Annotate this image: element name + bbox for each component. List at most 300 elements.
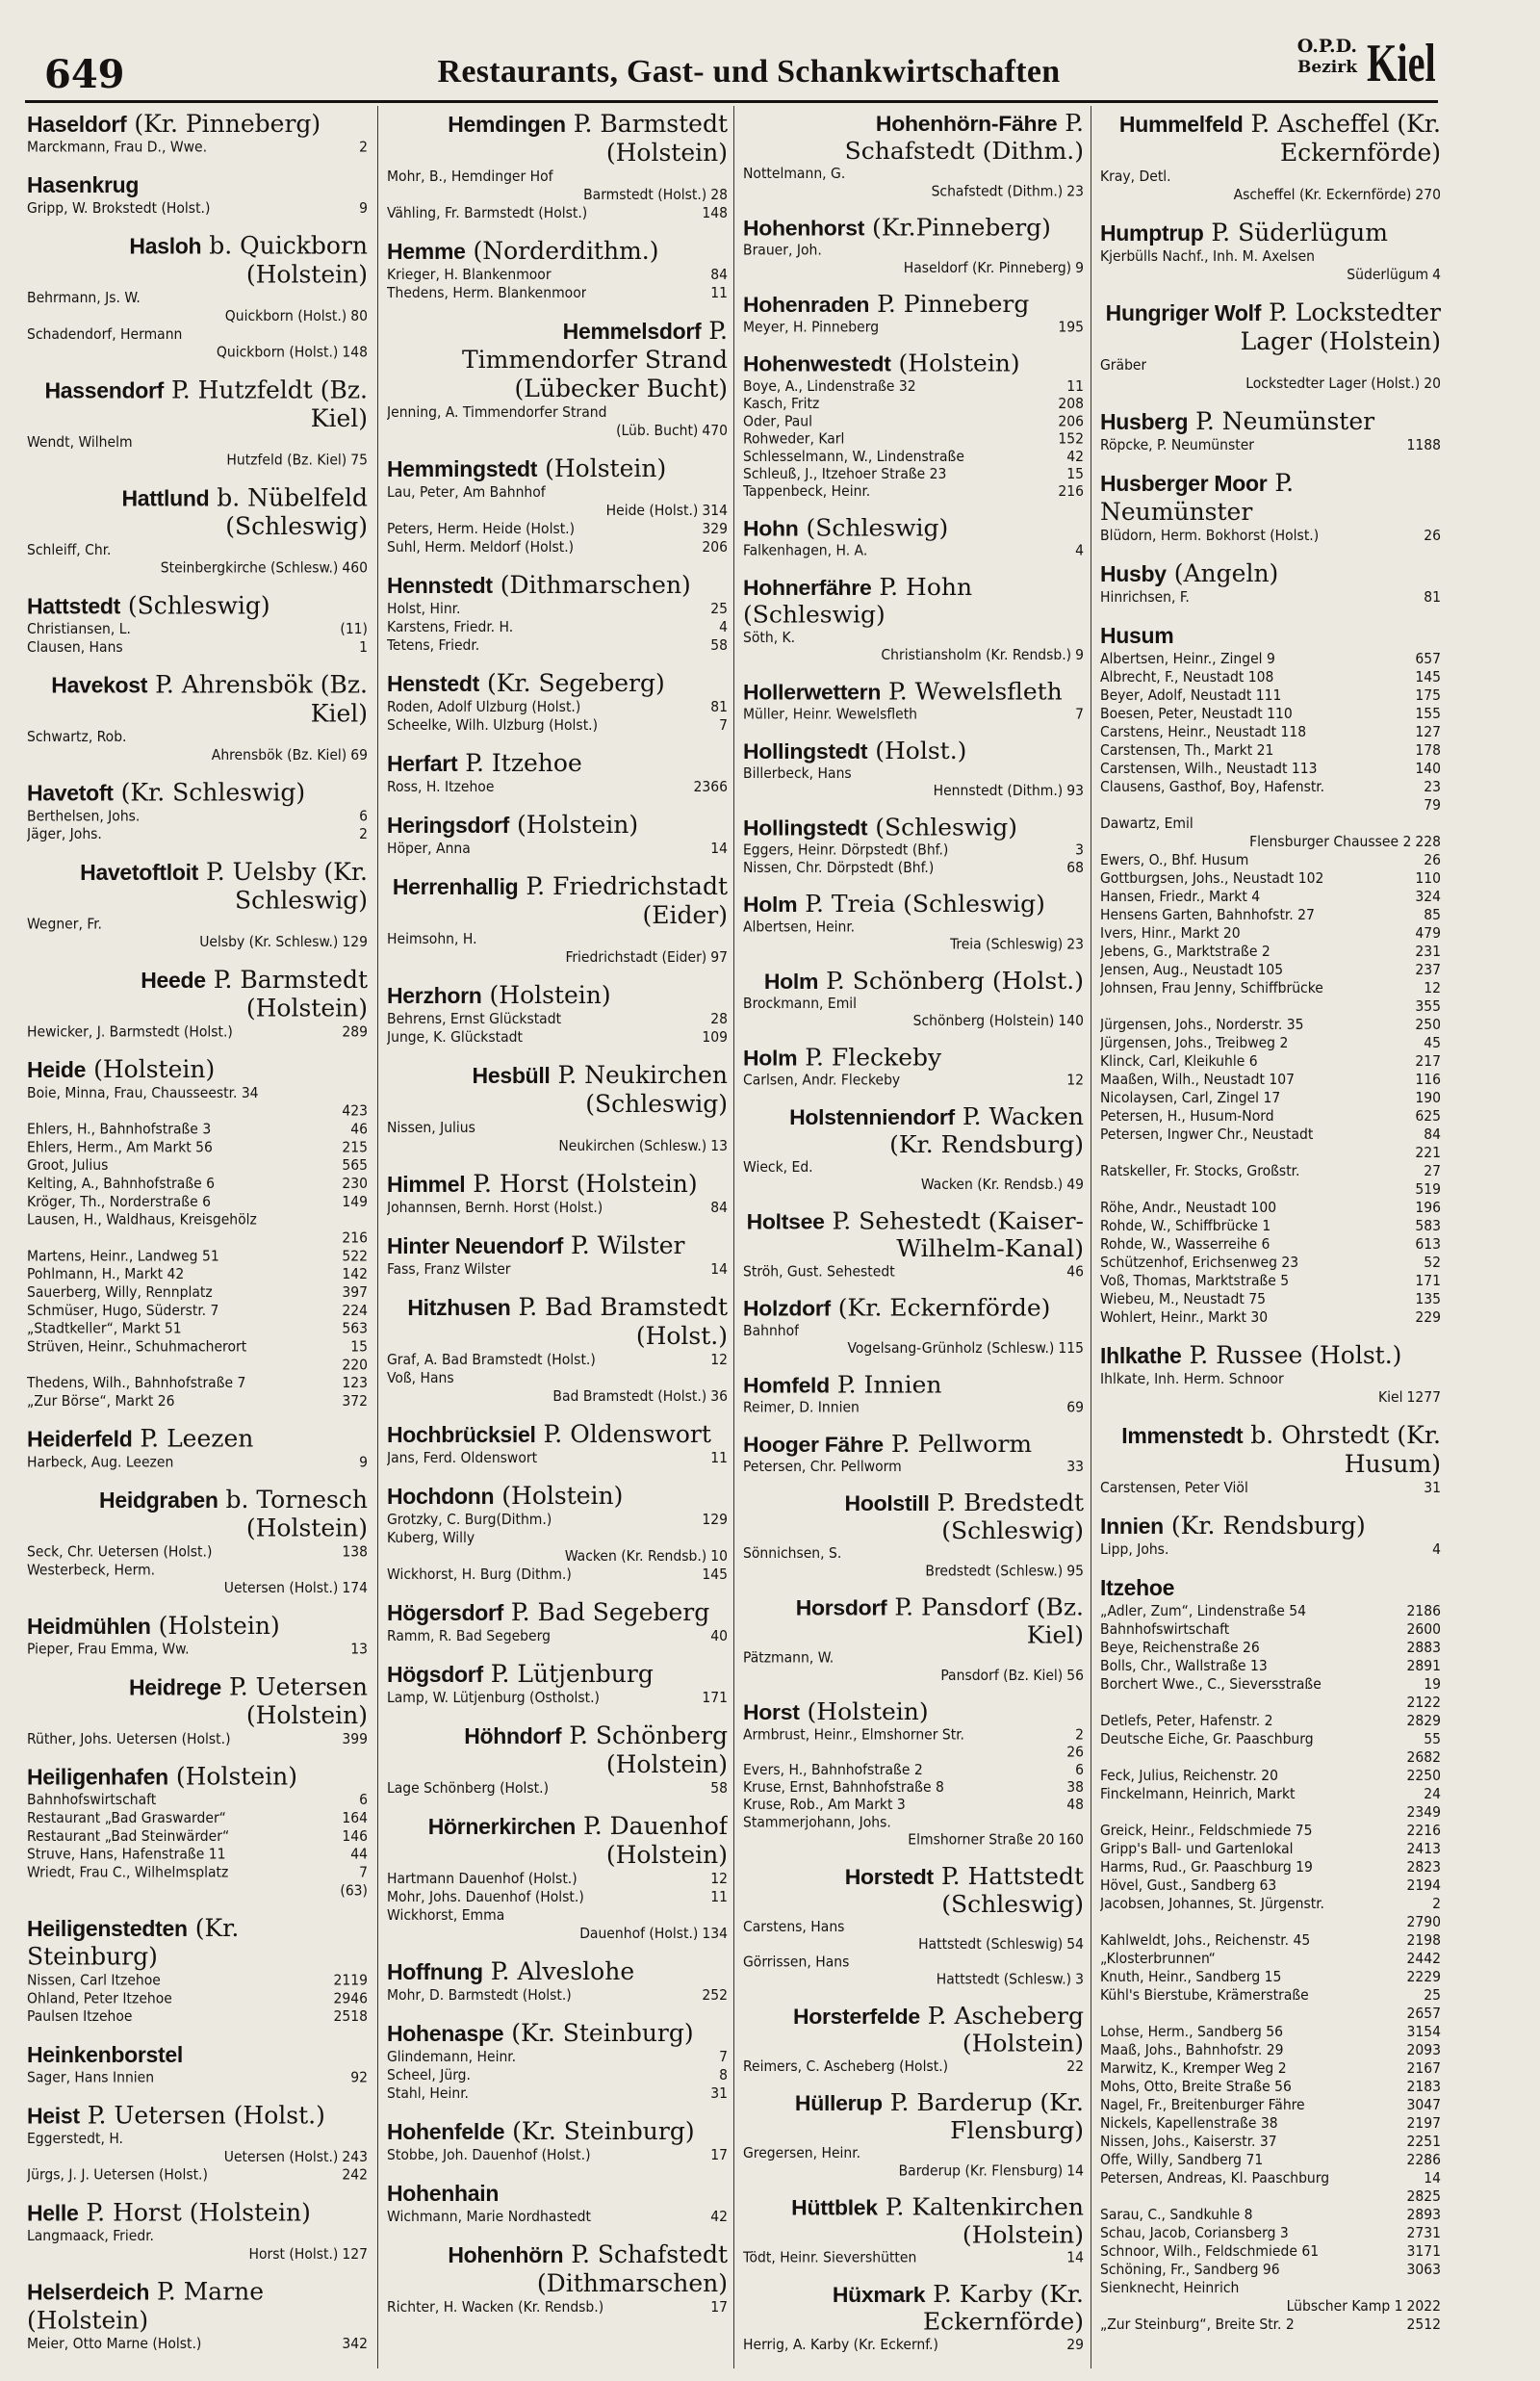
phone-number: 44 [350,1845,368,1863]
phone-number: 355 [1415,997,1441,1015]
place-entry [27,110,368,157]
phone-number: 68 [1066,859,1084,876]
listing-row [27,638,368,657]
business-name: Mohs, Otto, Breite Straße 56 [1100,2078,1292,2095]
listing-row [387,1529,728,1547]
business-name: Quickborn (Holst.) [224,307,347,325]
place-entry [743,1371,1084,1416]
place-heading [27,1672,368,1729]
business-name: Evers, H., Bahnhofstraße 2 [743,1761,923,1778]
business-name: Lohse, Herm., Sandberg 56 [1100,2023,1283,2040]
phone-number: 13 [710,1137,728,1154]
listing-row [27,1102,368,1121]
listing-row [27,344,368,362]
place-heading [387,669,728,698]
place-heading [743,1489,1084,1545]
place-name: Heist [27,2103,80,2129]
listing-row [1100,1235,1441,1254]
phone-number: 2682 [1406,1748,1441,1766]
listing-row [1100,1767,1441,1785]
place-heading [27,232,368,289]
phone-number: 152 [1058,430,1084,448]
listing-row [743,1177,1084,1194]
place-name: Hohenfelde [387,2119,505,2144]
listing-row [387,1986,728,2005]
place-name: Hesbüll [472,1063,551,1088]
place-entry [27,376,368,470]
phone-number [364,541,368,559]
listing-row [387,2298,728,2316]
listing-row [387,1449,728,1467]
phone-number: 11 [710,1449,728,1466]
phone-number: 148 [702,204,728,221]
listing-row [27,325,368,344]
listing-row [743,448,1084,465]
phone-number: 9 [1075,646,1084,663]
place-location: b. Nübelfeld (Schleswig) [209,483,368,540]
listing-row [1100,979,1441,997]
phone-number: 6 [359,1791,368,1809]
place-heading [743,2003,1084,2058]
listing-row [387,1870,728,1888]
listing-row [27,1283,368,1302]
phone-number: 55 [1424,1730,1441,1747]
business-name: Hinrichsen, F. [1100,588,1190,606]
listing-row [1100,906,1441,924]
phone-number: 470 [702,422,728,439]
phone-number: 11 [710,1888,728,1905]
business-name: Gripp, W. Brokstedt (Holst.) [27,199,211,218]
listing-row [743,2145,1084,2162]
place-location: P. Barderup (Kr. Flensburg) [882,2089,1084,2144]
business-name: Röpcke, P. Neumünster [1100,436,1255,453]
place-location: P. Neumünster [1100,469,1295,526]
place-entry [1100,1341,1441,1407]
phone-number: (63) [340,1881,368,1900]
place-name: Herzhorn [387,983,482,1008]
listing-row [387,502,728,520]
listing-row [743,1779,1084,1797]
listing-row [743,2057,1084,2075]
business-name: Ross, H. Itzehoe [387,778,495,795]
place-location: P. Sehestedt (Kaiser-Wilhelm-Kanal) [824,1207,1084,1262]
phone-number: 49 [1066,1176,1084,1193]
place-name: Hohenraden [743,293,870,318]
place-entry [387,2179,728,2226]
listing-row [27,1454,368,1472]
phone-number: 23 [1424,778,1441,795]
listing-row [387,600,728,618]
place-name: Horsterfelde [792,2004,920,2029]
place-location: P. Schönberg (Holst.) [818,967,1084,995]
listing-row [27,1882,368,1901]
phone-number: 164 [342,1809,368,1827]
phone-number: 38 [1066,1778,1084,1796]
phone-number: 3047 [1406,2096,1441,2113]
listing-row [1100,2224,1441,2242]
listing-row [387,1689,728,1707]
phone-number: 229 [1415,1308,1441,1326]
phone-number [1437,247,1441,266]
phone-number: 657 [1415,650,1441,667]
phone-number [724,483,728,502]
listing-row [27,1374,368,1392]
phone-number: 85 [1424,906,1441,923]
place-heading [743,1295,1084,1323]
phone-number: 127 [342,2245,368,2263]
phone-number: 127 [1415,723,1441,740]
place-name: Holm [743,1046,798,1071]
listing-row [387,1028,728,1047]
place-entry [743,1863,1084,1989]
business-name: Reimer, D. Innien [743,1399,860,1416]
page-number: 649 [44,52,125,97]
listing-row [1100,2206,1441,2224]
phone-number: 2 [1075,1725,1084,1744]
phone-number: 2194 [1406,1876,1441,1894]
phone-number [1080,1322,1084,1339]
phone-number: 4 [719,618,728,635]
place-name: Horsdorf [795,1595,887,1620]
place-name: Hochbrücksiel [387,1422,536,1447]
listing-row [27,1084,368,1102]
business-name: Schönberg (Holstein) [912,1012,1055,1030]
listing-row [27,808,368,826]
listing-row [743,166,1084,183]
place-name: Herrenhallig [392,874,519,899]
listing-row [1100,2078,1441,2096]
phone-number: 148 [342,343,368,361]
listing-row [27,2166,368,2185]
listing-row [1100,741,1441,760]
business-name: Mohr, B., Hemdinger Hof [387,168,553,185]
district-city: Kiel [1367,34,1436,93]
business-name: Röhe, Andr., Neustadt 100 [1100,1199,1277,1216]
phone-number: 216 [342,1229,368,1247]
phone-number [1080,242,1084,259]
business-name: Lausen, H., Waldhaus, Kreisgehölz [27,1210,257,1229]
place-name: Hohnerfähre [743,575,872,600]
listing-row [27,1211,368,1229]
business-name: Schützenhof, Erichsenweg 23 [1100,1254,1299,1271]
place-location: P. Friedrichstadt (Eider) [518,872,728,929]
place-name: Heidgraben [99,1488,218,1513]
business-name: Meier, Otto Marne (Holst.) [27,2335,202,2353]
listing-row [743,1072,1084,1089]
place-location: b. Ohrstedt (Kr. Husum) [1243,1421,1441,1478]
business-name: Mohr, D. Barmstedt (Holst.) [387,1986,572,2004]
phone-number: 42 [710,2208,728,2225]
listing-row [27,1641,368,1659]
business-name: Dauenhof (Holst.) [579,1925,699,1942]
business-name: Nickels, Kapellenstraße 38 [1100,2114,1278,2132]
business-name: Feck, Julius, Reichenstr. 20 [1100,1767,1279,1784]
business-name: Schwartz, Rob. [27,728,127,746]
business-name: „Zur Börse“, Markt 26 [27,1392,175,1410]
place-location: P. Wewelsfleth [881,678,1063,706]
place-entry [743,2089,1084,2180]
phone-number: 26 [1424,527,1441,544]
business-name: Pohlmann, H., Markt 42 [27,1265,185,1283]
business-name: Heide (Holst.) [605,502,699,519]
place-location: P. Treia (Schleswig) [797,891,1045,918]
business-name: Scheel, Jürg. [387,2066,471,2083]
place-name: Hasenkrug [27,172,140,198]
business-name: Lipp, Johs. [1100,1540,1169,1558]
listing-row [1100,1803,1441,1822]
phone-number [1080,765,1084,783]
place-name: Heidmühlen [27,1614,151,1639]
place-name: Högersdorf [387,1600,503,1625]
phone-number: 171 [702,1689,728,1706]
phone-number: 140 [1058,1012,1084,1030]
listing-row [387,1566,728,1584]
place-heading [743,968,1084,996]
business-name: Voß, Thomas, Marktstraße 5 [1100,1272,1290,1289]
place-heading [743,1207,1084,1263]
phone-number: 22 [1066,2057,1084,2075]
listing-row [27,289,368,307]
place-entry [743,1044,1084,1089]
place-location: P. Horst (Holstein) [465,1170,698,1198]
phone-number [724,1369,728,1387]
phone-number: 97 [710,948,728,966]
place-heading [387,1420,728,1449]
place-location: (Angeln) [1166,559,1279,587]
business-name: Haseldorf (Kr. Pinneberg) [903,259,1072,276]
listing-row [743,1340,1084,1358]
business-name: Kühl's Bierstube, Krämerstraße [1100,1986,1309,2004]
listing-row [1100,1657,1441,1675]
phone-number: 2413 [1406,1840,1441,1857]
business-name: Barmstedt (Holst.) [583,186,707,203]
place-entry [27,2040,368,2087]
listing-row [387,930,728,948]
place-name: Hassendorf [44,377,164,403]
listing-row [743,1322,1084,1339]
listing-row [387,403,728,422]
listing-row [387,284,728,302]
phone-number: 80 [350,307,368,325]
place-name: Heide [27,1057,87,1082]
listing-row [743,765,1084,783]
listing-row [743,1971,1084,1988]
listing-row [1100,2297,1441,2316]
phone-number: 9 [359,1453,368,1471]
business-name: Oder, Paul [743,412,812,430]
business-name: Ehlers, Herm., Am Markt 56 [27,1138,213,1156]
business-name: Bahnhofswirtschaft [1100,1620,1230,1638]
listing-row [743,859,1084,876]
business-name: Lamp, W. Lütjenburg (Ostholst.) [387,1689,600,1706]
bezirk-label: Bezirk [1296,58,1357,77]
business-name: Stammerjohann, Johs. [743,1814,891,1831]
phone-number [1080,1918,1084,1935]
phone-number: 56 [1066,1667,1084,1684]
place-heading [743,678,1084,706]
listing-row [1100,2133,1441,2151]
place-entry [387,981,728,1047]
place-location: (Holstein) [509,811,639,839]
listing-row [743,183,1084,200]
phone-number: 45 [1424,1034,1441,1051]
place-name: Hitzhusen [407,1295,511,1320]
phone-number: 3171 [1406,2242,1441,2260]
place-heading [1100,298,1441,356]
phone-number: 2183 [1406,2078,1441,2095]
phone-number: 2 [359,825,368,843]
place-entry [387,1231,728,1279]
listing-row [27,1138,368,1156]
phone-number: 140 [1415,760,1441,777]
place-heading [387,317,728,403]
business-name: Rohweder, Karl [743,430,845,448]
phone-number: 196 [1415,1199,1441,1216]
place-location: P. Schafstedt (Dithmarschen) [536,2240,728,2297]
place-entry [27,858,368,951]
place-entry [27,232,368,362]
business-name: Schleiff, Chr. [27,540,112,558]
place-name: Hemmelsdorf [562,319,702,344]
business-name: Martens, Heinr., Landweg 51 [27,1247,219,1265]
listing-row [1100,2169,1441,2187]
business-name: Vogelsang-Grünholz (Schlesw.) [847,1339,1055,1357]
listing-row [743,1458,1084,1475]
business-name: Kruse, Rob., Am Markt 3 [743,1796,906,1814]
place-name: Holm [743,893,798,917]
place-heading [387,872,728,930]
listing-row [387,618,728,636]
business-name: Uetersen (Holst.) [223,2148,339,2165]
business-name: Harms, Rud., Gr. Paaschburg 19 [1100,1858,1313,1876]
listing-row [743,260,1084,277]
place-entry [27,2199,368,2264]
listing-row [387,1627,728,1645]
phone-number: 2790 [1406,1913,1441,1930]
phone-number: 252 [702,1986,728,2004]
listing-row [743,1831,1084,1849]
business-name: Reimers, C. Ascheberg (Holst.) [743,2057,949,2075]
place-location: (Holstein) [494,1482,624,1510]
business-name: Albrecht, F., Neustadt 108 [1100,668,1274,686]
business-name: Stahl, Heinr. [387,2084,469,2102]
business-name: Wohlert, Heinr., Markt 30 [1100,1308,1269,1326]
phone-number: 79 [1424,796,1441,814]
listing-row [743,1399,1084,1416]
listing-row [387,266,728,284]
listing-row [27,825,368,843]
phone-number: 81 [1424,588,1441,606]
listing-row [387,520,728,538]
listing-row [1100,1540,1441,1559]
business-name: Junge, K. Glückstadt [387,1028,523,1046]
place-heading [387,1170,728,1199]
place-name: Hemmingstedt [387,456,538,481]
business-name: Kahlweldt, Johs., Reichenstr. 45 [1100,1931,1311,1949]
phone-number: 92 [350,2068,368,2086]
listing-row [387,2048,728,2066]
business-name: Marwitz, K., Kremper Weg 2 [1100,2059,1287,2077]
place-location: P. Horst (Holstein) [78,2198,311,2227]
listing-row [1100,851,1441,869]
business-name: Voß, Hans [387,1369,454,1386]
phone-number [1080,1814,1084,1831]
business-name: Neukirchen (Schlesw.) [558,1137,707,1154]
listing-row [387,1387,728,1406]
place-name: Immenstedt [1121,1423,1244,1448]
listing-row [27,1827,368,1846]
place-name: Husby [1100,561,1167,586]
listing-row [1100,588,1441,607]
place-entry [743,814,1084,876]
phone-number: 12 [1066,1072,1084,1089]
place-heading [1100,1573,1441,1602]
listing-row [1100,1748,1441,1767]
place-heading [1100,407,1441,436]
listing-row [1100,1675,1441,1694]
listing-row [27,1229,368,1248]
phone-number [364,1562,368,1580]
phone-number: 2823 [1406,1858,1441,1876]
business-name: (Lüb. Bucht) [616,422,699,439]
business-name: Eggerstedt, H. [27,2130,123,2148]
phone-number: 129 [342,933,368,951]
listing-row [743,542,1084,559]
place-location: P. Uetersen (Holstein) [221,1672,368,1729]
place-heading [387,1812,728,1870]
place-location: (Norderdithm.) [465,237,659,265]
place-name: Hüttblek [791,2195,878,2220]
place-name: Himmel [387,1172,466,1197]
phone-number: 95 [1066,1562,1084,1580]
phone-number: 26 [1424,851,1441,868]
phone-number: 14 [710,1260,728,1278]
business-name: Armbrust, Heinr., Elmshorner Str. [743,1725,964,1744]
listing-row [1100,1895,1441,1913]
phone-number: 2198 [1406,1931,1441,1949]
phone-number [1080,919,1084,936]
place-location: (Holstein) [890,349,1020,377]
listing-row [1100,527,1441,545]
place-heading [27,1486,368,1542]
place-location: P. Marne (Holstein) [27,2277,265,2335]
business-name: Bahnhof [743,1322,800,1339]
business-name: Höper, Anna [387,840,471,857]
listing-row [1100,1254,1441,1272]
phone-number: 7 [359,1863,368,1881]
phone-number: 289 [342,1022,368,1041]
place-entry [387,1812,728,1943]
place-location: P. Kaltenkirchen (Holstein) [877,2193,1084,2249]
business-name: Wacken (Kr. Rendsb.) [920,1176,1064,1193]
place-heading [1100,621,1441,650]
listing-row [387,2146,728,2164]
business-name: Holst, Hinr. [387,600,461,617]
place-location: P. Hutzfeldt (Bz. Kiel) [164,375,368,432]
listing-row [27,139,368,157]
business-name: Petersen, H., Husum-Nord [1100,1107,1274,1125]
phone-number: 372 [342,1392,368,1410]
phone-number: 208 [1058,395,1084,412]
phone-number [724,168,728,186]
listing-row [1100,1016,1441,1034]
place-location: P. Lütjenburg [482,1660,654,1688]
phone-number: 2250 [1406,1767,1441,1784]
place-name: Hüxmark [832,2282,926,2307]
business-name: Carlsen, Andr. Fleckeby [743,1072,901,1089]
phone-number: 2829 [1406,1712,1441,1729]
business-name: Offe, Willy, Sandberg 71 [1100,2151,1264,2168]
